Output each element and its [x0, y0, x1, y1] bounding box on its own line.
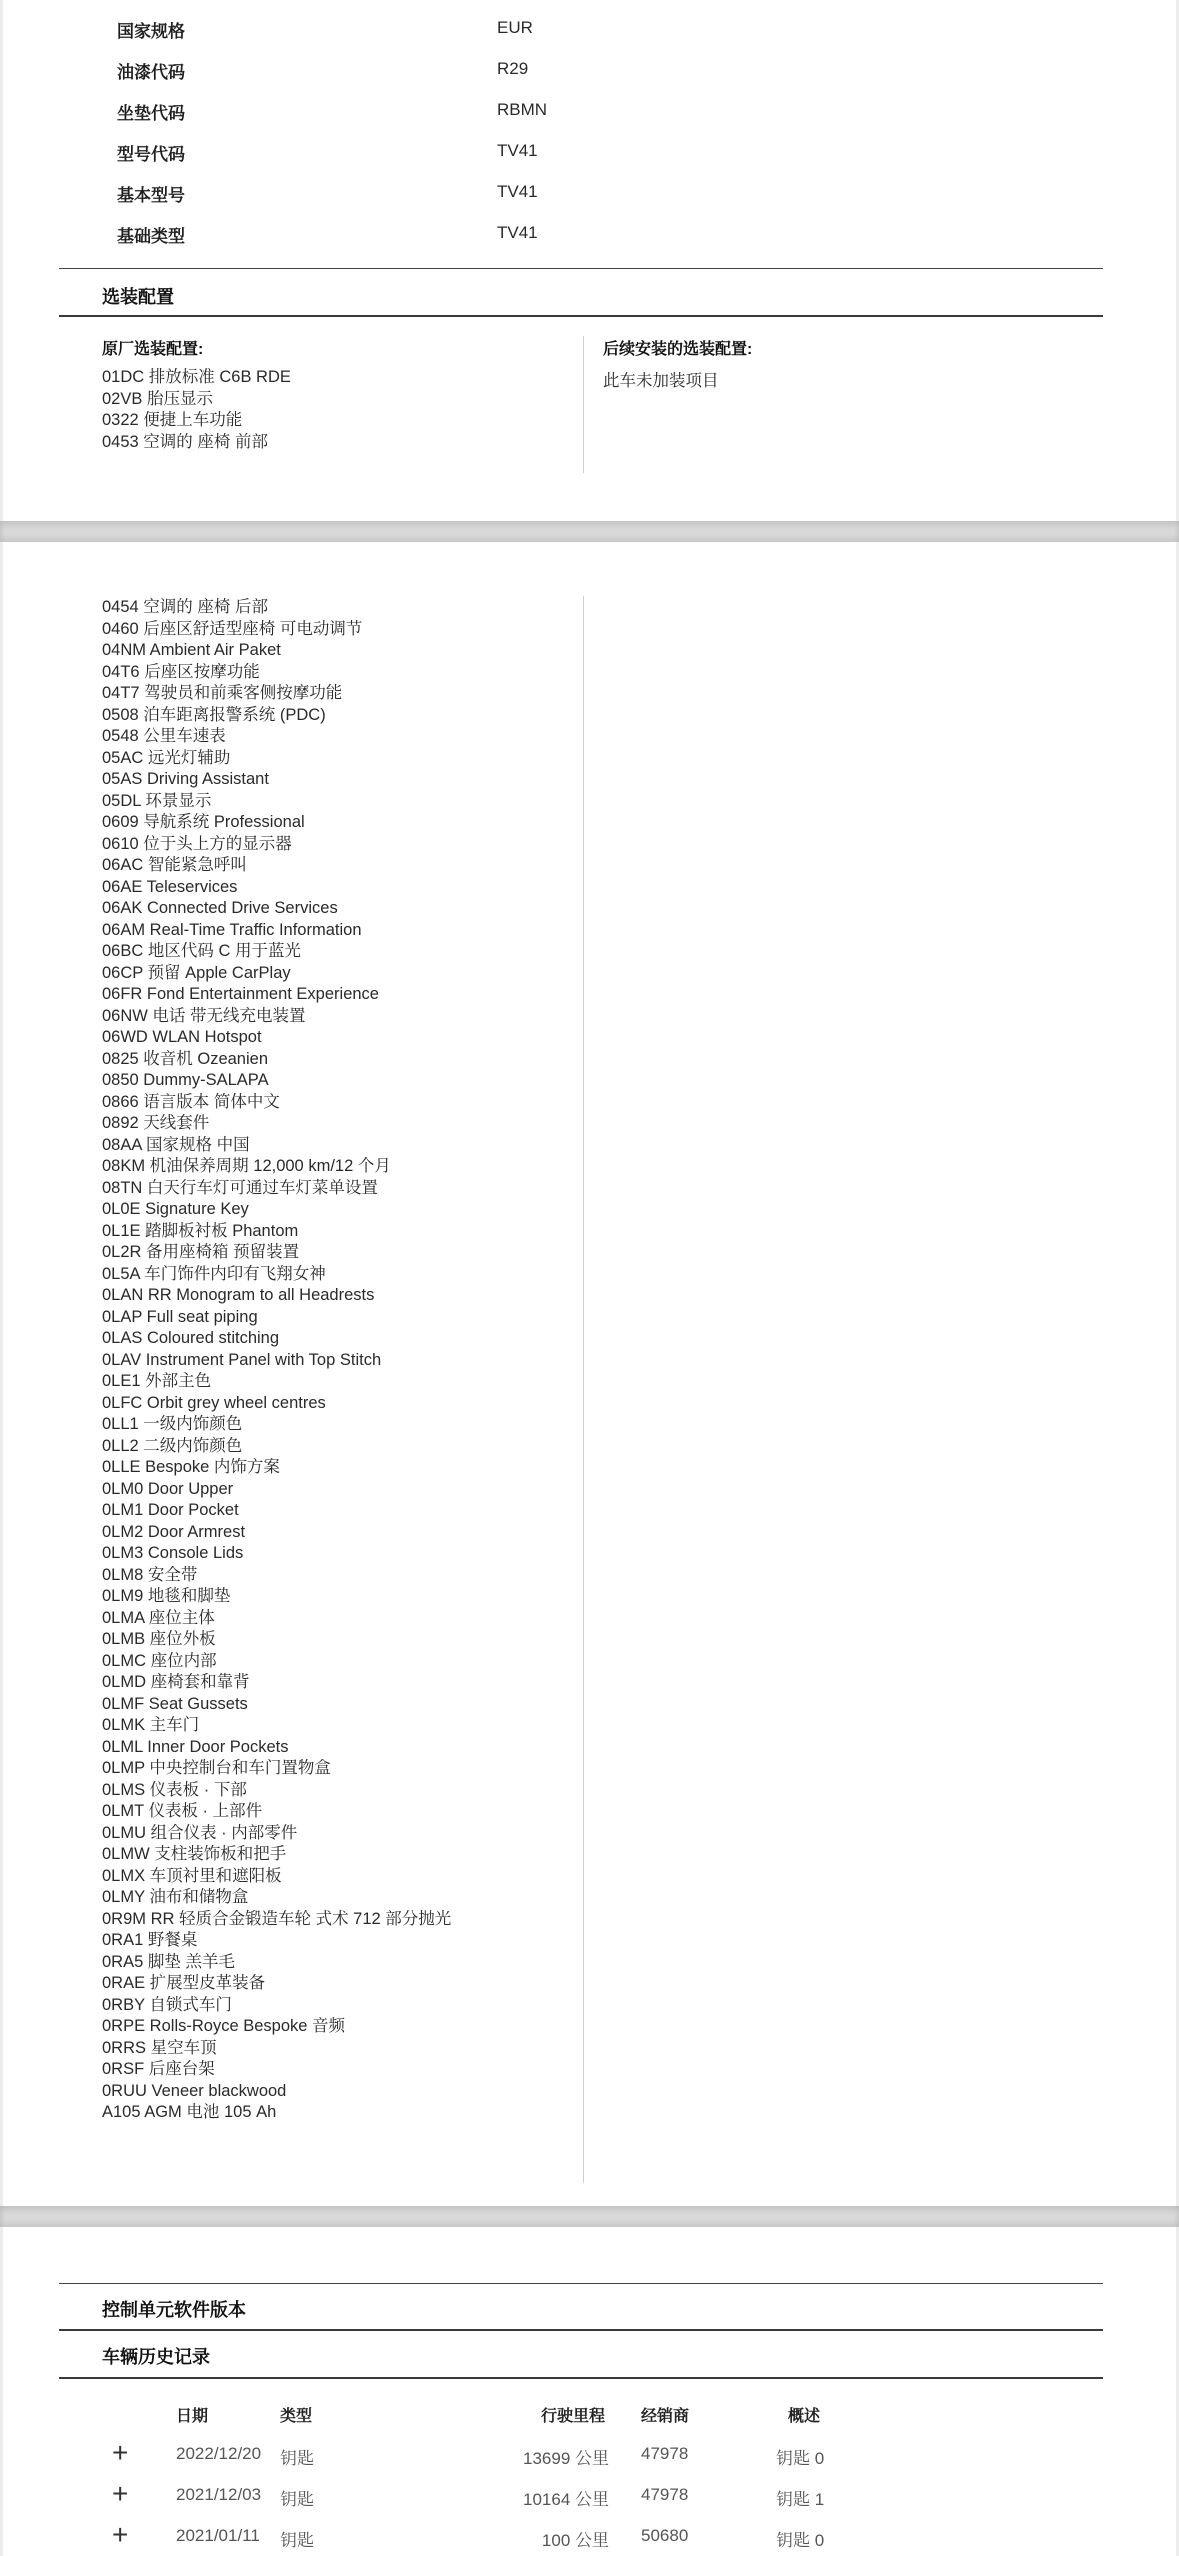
- table-row: [0, 2434, 1179, 2474]
- list-item: 0LM2 Door Armrest: [102, 1522, 246, 1541]
- expand-plus-icon[interactable]: +: [112, 2519, 129, 2550]
- spec-value: TV41: [497, 182, 538, 201]
- list-item: 0RUU Veneer blackwood: [102, 2081, 287, 2100]
- spec-row-base-model: [0, 171, 1179, 211]
- spec-label: 坐垫代码: [117, 104, 185, 123]
- row-date: 2022/12/20: [176, 2444, 262, 2463]
- list-item: 0LAN RR Monogram to all Headrests: [102, 1286, 375, 1304]
- list-item: 0LL2 二级内饰颜色: [102, 1436, 243, 1455]
- list-item: 0LAP Full seat piping: [102, 1307, 258, 1326]
- list-item: 0RPE Rolls-Royce Bespoke 音频: [102, 2017, 346, 2035]
- list-item: 0508 泊车距离报警系统 (PDC): [102, 705, 326, 724]
- divider: [59, 315, 1103, 317]
- list-item: 05AS Driving Assistant: [102, 770, 269, 788]
- column-divider: [583, 336, 584, 473]
- row-mileage: 100 公里: [541, 2531, 609, 2550]
- list-item: 0LMS 仪表板 · 下部: [102, 1780, 247, 1799]
- list-item: 06BC 地区代码 C 用于蓝光: [102, 942, 301, 960]
- spec-row-paint: [0, 48, 1179, 88]
- row-dealer: 47978: [641, 2485, 689, 2504]
- list-item: 0L1E 踏脚板衬板 Phantom: [102, 1221, 299, 1240]
- factory-options-list: [102, 367, 291, 453]
- list-item: 0LMU 组合仪表 · 内部零件: [102, 1823, 298, 1842]
- list-item: 01DC 排放标准 C6B RDE: [102, 368, 291, 386]
- row-date: 2021/01/11: [176, 2526, 260, 2545]
- list-item: 0LMK 主车门: [102, 1716, 200, 1734]
- factory-options-heading: 原厂选装配置:: [102, 341, 204, 358]
- list-item: 0LFC Orbit grey wheel centres: [102, 1393, 326, 1412]
- list-item: 0LMY 油布和储物盒: [102, 1888, 249, 1906]
- list-item: 08TN 白天行车灯可通过车灯菜单设置: [102, 1178, 378, 1197]
- row-type: 钥匙: [280, 2531, 314, 2550]
- list-item: 0LMX 车顶衬里和遮阳板: [102, 1866, 282, 1885]
- row-dealer: 47978: [641, 2444, 689, 2463]
- list-item: 0LM1 Door Pocket: [102, 1501, 239, 1519]
- vehicle-history-title[interactable]: 车辆历史记录: [102, 2347, 210, 2367]
- list-item: 0322 便捷上车功能: [102, 411, 243, 430]
- expand-plus-icon[interactable]: +: [112, 2437, 129, 2468]
- list-item: 0825 收音机 Ozeanien: [102, 1049, 269, 1068]
- aftermarket-options-heading: 后续安装的选装配置:: [603, 341, 753, 358]
- list-item: 04T6 后座区按摩功能: [102, 662, 260, 681]
- section-separator: [0, 521, 1179, 542]
- list-item: 0LMB 座位外板: [102, 1630, 216, 1648]
- row-dealer: 50680: [641, 2526, 689, 2545]
- list-item: 08AA 国家规格 中国: [102, 1135, 250, 1154]
- list-item: 0LLE Bespoke 内饰方案: [102, 1458, 280, 1476]
- spec-value: TV41: [497, 223, 538, 242]
- list-item: 02VB 胎压显示: [102, 389, 213, 408]
- options-title: 选装配置: [102, 287, 174, 307]
- expand-plus-icon[interactable]: +: [112, 2478, 129, 2509]
- row-type: 钥匙: [280, 2490, 314, 2509]
- list-item: 06AC 智能紧急呼叫: [102, 856, 247, 874]
- column-header-dealer: 经销商: [641, 2408, 690, 2425]
- factory-options-list-continued: [102, 597, 451, 2124]
- list-item: 0LL1 一级内饰颜色: [102, 1415, 243, 1433]
- list-item: 0LMD 座椅套和靠背: [102, 1673, 250, 1691]
- spec-row-model-code: [0, 130, 1179, 170]
- table-row: [0, 2516, 1179, 2556]
- list-item: 0548 公里车速表: [102, 727, 226, 745]
- divider: [59, 2329, 1103, 2331]
- spec-row-upholstery: [0, 89, 1179, 129]
- list-item: 0LMT 仪表板 · 上部件: [102, 1802, 263, 1820]
- list-item: 0RBY 自锁式车门: [102, 1995, 232, 2014]
- table-row: [0, 2475, 1179, 2515]
- list-item: 0LM8 安全带: [102, 1565, 198, 1584]
- list-item: 0LMC 座位内部: [102, 1651, 217, 1670]
- divider: [59, 2377, 1103, 2379]
- spec-value: TV41: [497, 141, 538, 160]
- list-item: 0LM3 Console Lids: [102, 1544, 244, 1562]
- list-item: 0460 后座区舒适型座椅 可电动调节: [102, 619, 363, 638]
- list-item: 05DL 环景显示: [102, 791, 212, 810]
- spec-section: [0, 0, 1179, 521]
- spec-row-base-type: [0, 212, 1179, 252]
- list-item: 0R9M RR 轻质合金锻造车轮 式术 712 部分抛光: [102, 1909, 452, 1928]
- column-header-type: 类型: [280, 2408, 313, 2425]
- list-item: 0LAS Coloured stitching: [102, 1329, 280, 1347]
- list-item: 06AK Connected Drive Services: [102, 899, 338, 917]
- spec-label: 基本型号: [117, 186, 185, 205]
- list-item: 06FR Fond Entertainment Experience: [102, 985, 379, 1003]
- list-item: 05AC 远光灯辅助: [102, 748, 231, 767]
- list-item: 0LMW 支柱装饰板和把手: [102, 1845, 287, 1863]
- list-item: 0RSF 后座台架: [102, 2060, 215, 2078]
- list-item: 0453 空调的 座椅 前部: [102, 432, 268, 451]
- list-item: 0LM9 地毯和脚垫: [102, 1587, 231, 1605]
- row-summary: 钥匙 1: [776, 2490, 825, 2509]
- list-item: 0LMP 中央控制台和车门置物盒: [102, 1759, 331, 1777]
- list-item: 08KM 机油保养周期 12,000 km/12 个月: [102, 1157, 391, 1175]
- list-item: 0850 Dummy-SALAPA: [102, 1071, 269, 1089]
- list-item: 04T7 驾驶员和前乘客侧按摩功能: [102, 684, 343, 702]
- list-item: 0LML Inner Door Pockets: [102, 1737, 289, 1756]
- list-item: 0454 空调的 座椅 后部: [102, 598, 268, 616]
- list-item: 06AM Real-Time Traffic Information: [102, 920, 362, 939]
- list-item: 0892 天线套件: [102, 1114, 210, 1132]
- row-mileage: 13699 公里: [523, 2449, 609, 2468]
- list-item: 0RRS 星空车顶: [102, 2038, 217, 2057]
- list-item: 0LM0 Door Upper: [102, 1479, 234, 1498]
- list-item: 0L5A 车门饰件内印有飞翔女神: [102, 1264, 326, 1283]
- list-item: 0L2R 备用座椅箱 预留装置: [102, 1243, 300, 1261]
- list-item: 0610 位于头上方的显示器: [102, 834, 292, 853]
- list-item: 0RA1 野餐桌: [102, 1931, 198, 1949]
- options-continued-section: [0, 542, 1179, 2206]
- list-item: 0L0E Signature Key: [102, 1200, 249, 1218]
- row-summary: 钥匙 0: [776, 2531, 825, 2550]
- spec-value: R29: [497, 59, 529, 78]
- list-item: 0866 语言版本 简体中文: [102, 1092, 280, 1111]
- list-item: A105 AGM 电池 105 Ah: [102, 2103, 277, 2121]
- list-item: 0609 导航系统 Professional: [102, 813, 305, 831]
- spec-label: 型号代码: [117, 145, 185, 164]
- spec-row-country: [0, 7, 1179, 47]
- column-header-mileage: 行驶里程: [541, 2408, 606, 2425]
- row-date: 2021/12/03: [176, 2485, 262, 2504]
- list-item: 0LMA 座位主体: [102, 1608, 215, 1627]
- column-header-summary: 概述: [788, 2408, 821, 2425]
- spec-value: EUR: [497, 18, 533, 37]
- spec-label: 国家规格: [117, 22, 185, 41]
- list-item: 06AE Teleservices: [102, 877, 238, 896]
- list-item: 0LE1 外部主色: [102, 1372, 212, 1390]
- column-header-date: 日期: [176, 2408, 209, 2425]
- aftermarket-options-text: 此车未加装项目: [603, 372, 719, 390]
- spec-label: 基础类型: [117, 227, 185, 246]
- list-item: 04NM Ambient Air Paket: [102, 641, 281, 659]
- left-edge: [0, 542, 3, 2206]
- row-summary: 钥匙 0: [776, 2449, 825, 2468]
- section-separator: [0, 2206, 1179, 2227]
- list-item: 06NW 电话 带无线充电装置: [102, 1006, 306, 1025]
- list-item: 06WD WLAN Hotspot: [102, 1028, 262, 1046]
- list-item: 0RAE 扩展型皮革装备: [102, 1974, 266, 1992]
- list-item: 0RA5 脚垫 羔羊毛: [102, 1952, 235, 1971]
- list-item: 06CP 预留 Apple CarPlay: [102, 963, 291, 982]
- row-type: 钥匙: [280, 2449, 314, 2468]
- divider: [59, 2283, 1103, 2284]
- column-divider: [583, 596, 584, 2183]
- spec-label: 油漆代码: [117, 63, 185, 82]
- software-versions-title[interactable]: 控制单元软件版本: [102, 2300, 246, 2320]
- row-mileage: 10164 公里: [523, 2490, 609, 2509]
- list-item: 0LMF Seat Gussets: [102, 1694, 248, 1713]
- spec-value: RBMN: [497, 100, 548, 119]
- divider: [59, 268, 1103, 269]
- list-item: 0LAV Instrument Panel with Top Stitch: [102, 1350, 382, 1369]
